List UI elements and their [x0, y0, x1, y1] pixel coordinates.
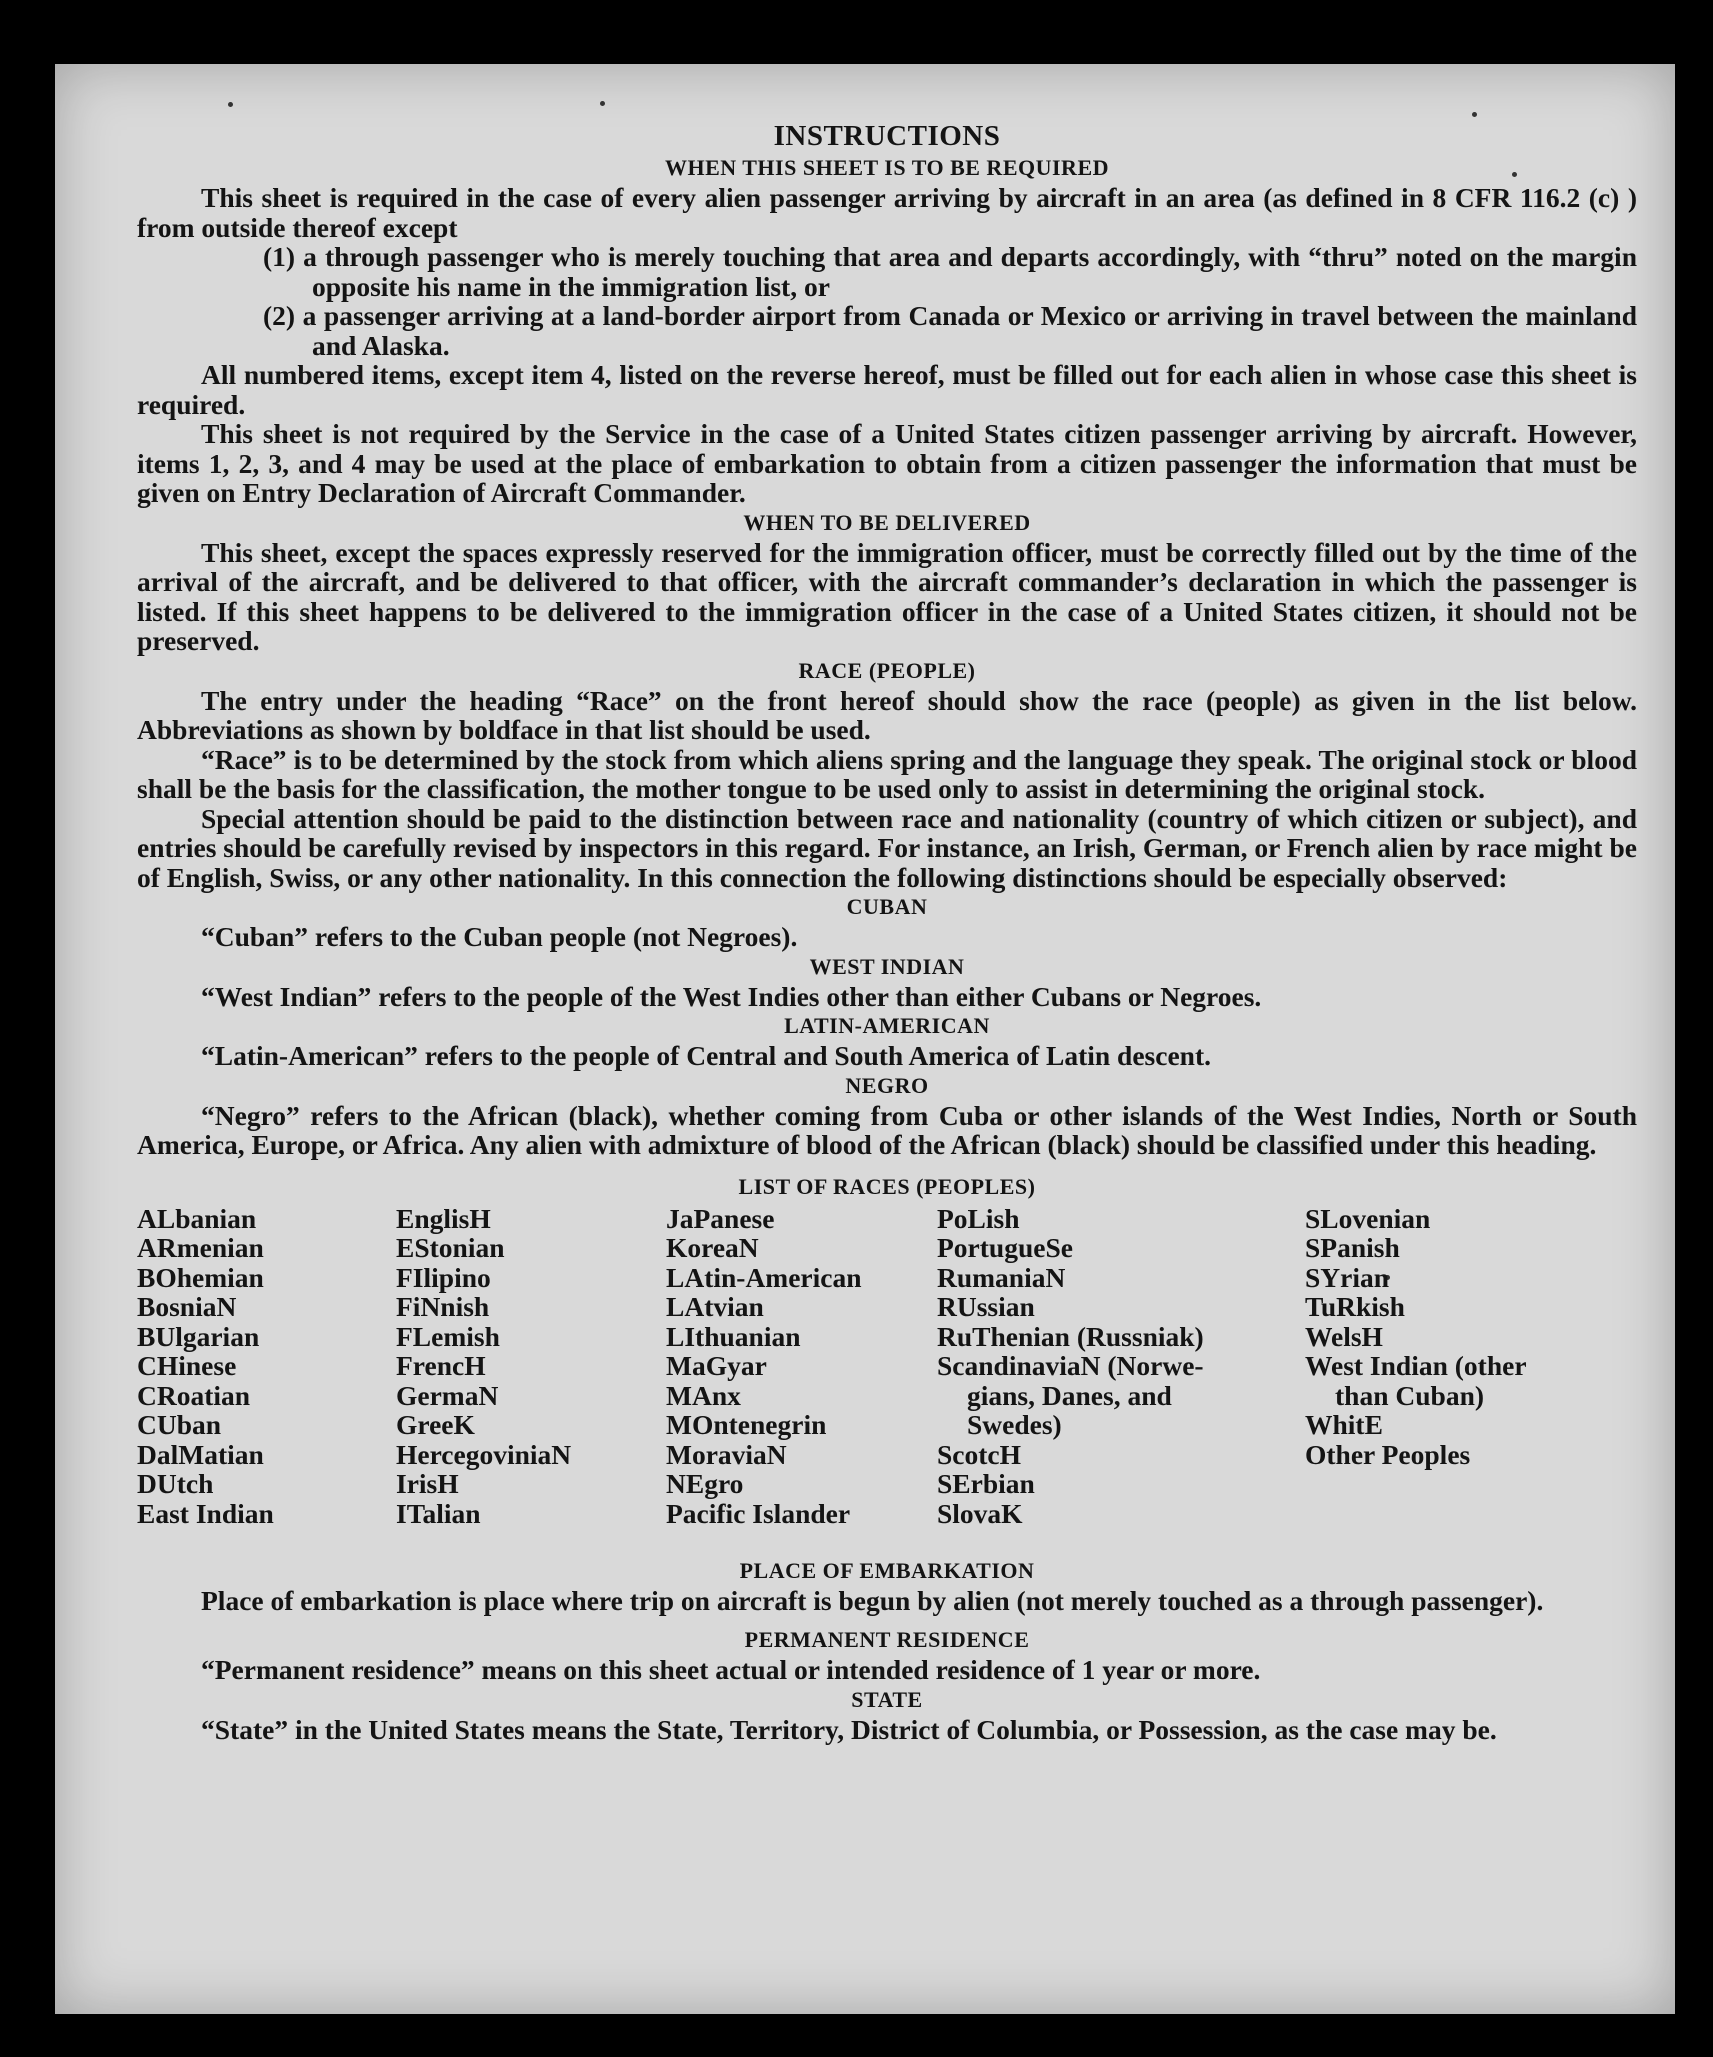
- race-entry: RuThenian (Russniak): [937, 1320, 1204, 1352]
- race-entry: ScandinaviaN (Norwe-: [937, 1350, 1204, 1381]
- race-entry: HercegoviniaN: [396, 1438, 572, 1470]
- section-heading-cuban: CUBAN: [846, 894, 928, 919]
- race-entry: GreeK: [396, 1409, 475, 1440]
- west-indian-text: “West Indian” refers to the people of the West Indies other than either Cubans or Negroes.: [201, 980, 1262, 1012]
- race-entry: KoreaN: [666, 1232, 759, 1263]
- race-entry: CUban: [137, 1409, 222, 1440]
- required-paragraph-3: This sheet is not required by the Service in the case of a United States citizen passenger arriving by aircraft. However, items 1, 2, 3, and 4 may be used at the place of embarkation to obtain from a citizen passenger the information that must be given on Entry Declaration of Aircraft Commander.: [137, 418, 1637, 508]
- section-heading-negro: NEGRO: [845, 1072, 929, 1098]
- race-entry: FrencH: [396, 1350, 486, 1381]
- race-entry: LAtvian: [666, 1291, 764, 1322]
- races-column-4: [937, 1204, 1204, 1529]
- residence-text: “Permanent residence” means on this sheet actual or intended residence of 1 year or more.: [201, 1654, 1261, 1685]
- negro-text: “Negro” refers to the African (black), whether coming from Cuba or other islands of the West Indies, North or South America, Europe, or Africa. Any alien with admixture of blood of the African (black) should be classified under this heading.: [137, 1099, 1637, 1160]
- race-entry: East Indian: [137, 1497, 274, 1529]
- race-entry: RumaniaN: [937, 1261, 1066, 1293]
- race-entry: NEgro: [666, 1468, 744, 1499]
- race-paragraph-2: “Race” is to be determined by the stock from which aliens spring and the language they speak. The original stock or blood shall be the basis for the classification, the mother tongue to be used only to assist in determining the original stock.: [137, 743, 1637, 804]
- race-entry: SlovaK: [937, 1497, 1023, 1529]
- race-entry: ALbanian: [137, 1202, 257, 1234]
- race-entry: DUtch: [137, 1468, 214, 1499]
- section-heading-race: RACE (PEOPLE): [798, 657, 976, 683]
- race-entry: LAtin-American: [666, 1261, 862, 1293]
- race-entry: JaPanese: [666, 1202, 775, 1234]
- race-entry: LIthuanian: [666, 1320, 801, 1352]
- race-entry: West Indian (other: [1305, 1350, 1527, 1381]
- race-entry: CRoatian: [137, 1379, 251, 1411]
- race-entry-continuation: gians, Danes, and: [967, 1379, 1172, 1411]
- race-entry: EnglisH: [396, 1202, 491, 1234]
- page-title: INSTRUCTIONS: [773, 120, 1001, 152]
- race-entry: ITalian: [396, 1497, 481, 1529]
- race-entry: CHinese: [137, 1350, 237, 1381]
- speck: [600, 101, 605, 106]
- race-entry: EStonian: [396, 1232, 505, 1263]
- race-entry: BUlgarian: [137, 1320, 260, 1352]
- race-entry: GermaN: [396, 1379, 499, 1411]
- race-entry: FIlipino: [396, 1261, 491, 1293]
- race-entry: Other Peoples: [1305, 1438, 1471, 1470]
- race-entry: MAnx: [666, 1379, 741, 1411]
- delivered-text: This sheet, except the spaces expressly reserved for the immigration officer, must be correctly filled out by the time of the arrival of the aircraft, and be delivered to that officer, with the aircraft commander’s declaration in which the passenger is listed. If this sheet happens to be delivered to the immigration officer in the case of a United States citizen, it should not be preserved.: [137, 536, 1637, 656]
- race-entry: SLovenian: [1305, 1202, 1431, 1234]
- races-column-5: [1305, 1204, 1527, 1470]
- speck: [1472, 112, 1477, 117]
- race-entry: WelsH: [1305, 1320, 1383, 1352]
- section-heading-required: WHEN THIS SHEET IS TO BE REQUIRED: [664, 155, 1110, 180]
- latin-american-text: “Latin-American” refers to the people of Central and South America of Latin descent.: [201, 1040, 1211, 1071]
- state-text: “State” in the United States means the State, Territory, District of Columbia, or Possession, as the case may be.: [201, 1713, 1497, 1745]
- cuban-text: “Cuban” refers to the Cuban people (not Negroes).: [201, 921, 798, 952]
- races-column-1: [137, 1204, 274, 1529]
- race-entry: FLemish: [396, 1320, 500, 1352]
- embarkation-text: Place of embarkation is place where trip on aircraft is begun by alien (not merely touched as a through passenger).: [201, 1584, 1544, 1616]
- race-entry: MoraviaN: [666, 1438, 787, 1470]
- race-entry: FiNnish: [396, 1291, 490, 1322]
- race-paragraph-1: The entry under the heading “Race” on the front hereof should show the race (people) as given in the list below. Abbreviations as shown by boldface in that list should be used.: [137, 684, 1637, 745]
- race-entry: ARmenian: [137, 1232, 264, 1263]
- races-column-3: [666, 1204, 862, 1529]
- required-intro: This sheet is required in the case of every alien passenger arriving by aircraft in an area (as defined in 8 CFR 116.2 (c) ) from outside thereof except: [137, 182, 1637, 243]
- race-entry: MOntenegrin: [666, 1409, 827, 1440]
- section-heading-state: STATE: [851, 1686, 923, 1712]
- race-entry-continuation: Swedes): [967, 1409, 1062, 1440]
- race-entry: BOhemian: [137, 1261, 264, 1293]
- race-entry: DalMatian: [137, 1438, 264, 1470]
- race-entry: BosniaN: [137, 1291, 237, 1322]
- speck: [228, 102, 233, 107]
- race-entry: SErbian: [937, 1468, 1035, 1499]
- race-paragraph-3: Special attention should be paid to the distinction between race and nationality (country of which citizen or subject), and entries should be carefully revised by inspectors in this regard. For instance, an Irish, German, or French alien by race might be of English, Swiss, or any other nationality. In this connection the following distinctions should be especially observed:: [137, 802, 1637, 893]
- section-heading-residence: PERMANENT RESIDENCE: [744, 1627, 1030, 1652]
- race-entry: Pacific Islander: [666, 1497, 851, 1529]
- required-paragraph-2: All numbered items, except item 4, listed on the reverse hereof, must be filled out for each alien in whose case this sheet is required.: [137, 359, 1637, 420]
- race-entry: IrisH: [396, 1468, 459, 1499]
- instructions-content: [137, 119, 1637, 1744]
- race-entry: RUssian: [937, 1291, 1035, 1322]
- race-entry: SYrian: [1305, 1261, 1390, 1293]
- race-entry: PortugueSe: [937, 1232, 1073, 1263]
- section-heading-list-of-races: LIST OF RACES (PEOPLES): [738, 1173, 1036, 1199]
- races-column-2: [396, 1204, 571, 1529]
- required-item-2: (2) a passenger arriving at a land-border airport from Canada or Mexico or arriving in travel between the mainland and Alaska.: [263, 300, 1637, 361]
- race-entry-continuation: than Cuban): [1335, 1379, 1485, 1411]
- race-entry: SPanish: [1305, 1232, 1400, 1263]
- race-entry: MaGyar: [666, 1350, 767, 1381]
- race-entry: TuRkish: [1305, 1291, 1405, 1322]
- document-page: [55, 64, 1675, 2014]
- section-heading-embarkation: PLACE OF EMBARKATION: [739, 1557, 1035, 1583]
- section-heading-delivered: WHEN TO BE DELIVERED: [743, 509, 1031, 535]
- race-entry: WhitE: [1305, 1409, 1383, 1440]
- race-entry: ScotcH: [937, 1438, 1022, 1470]
- section-heading-latin-american: LATIN-AMERICAN: [784, 1013, 990, 1038]
- race-entry: PoLish: [937, 1202, 1020, 1234]
- section-heading-west-indian: WEST INDIAN: [809, 953, 965, 979]
- races-list: [137, 1204, 1637, 1556]
- required-item-1: (1) a through passenger who is merely touching that area and departs accordingly, with “thru” noted on the margin opposite his name in the immigration list, or: [263, 241, 1637, 302]
